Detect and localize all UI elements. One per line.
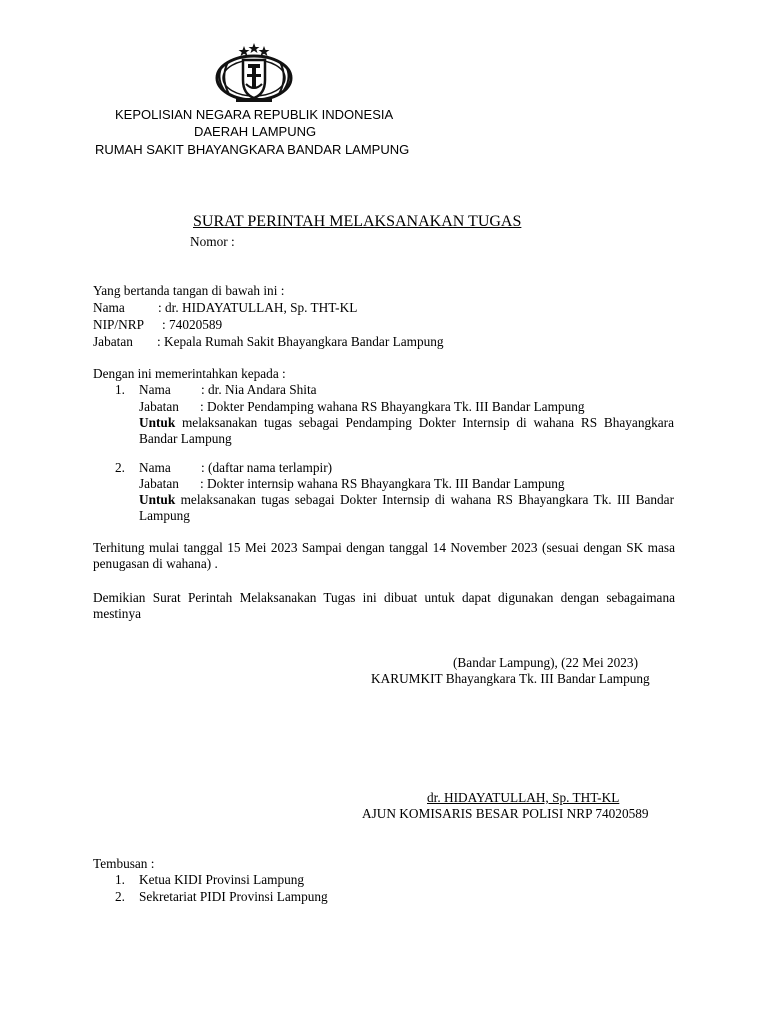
signer-name: dr. HIDAYATULLAH, Sp. THT-KL [427, 790, 620, 805]
signer-name-label: Nama [93, 300, 125, 315]
untuk-label: Untuk [139, 415, 176, 430]
document-number: Nomor : [190, 234, 235, 249]
order-jabatan-label: Jabatan [139, 476, 179, 491]
order-jabatan-label: Jabatan [139, 399, 179, 414]
order-jabatan-value: : Dokter internsip wahana RS Bhayangkara Tk. III Bandar Lampung [200, 476, 565, 491]
cc-number: 1. [115, 872, 125, 887]
police-emblem-logo [212, 42, 296, 104]
header-line-2: DAERAH LAMPUNG [194, 124, 317, 139]
signer-jabatan-value: : Kepala Rumah Sakit Bhayangkara Bandar Lampung [157, 334, 444, 349]
header-line-1: KEPOLISIAN NEGARA REPUBLIK INDONESIA [115, 107, 394, 122]
place-date: (Bandar Lampung), (22 Mei 2023) [453, 655, 639, 670]
closing-paragraph: Demikian Surat Perintah Melaksanakan Tugas ini dibuat untuk dapat digunakan dengan sebagaimana mestinya [93, 590, 675, 621]
period-paragraph: Terhitung mulai tanggal 15 Mei 2023 Sampai dengan tanggal 14 November 2023 (sesuai dengan SK masa penugasan di wahana) . [93, 540, 675, 571]
cc-label: Tembusan : [93, 856, 155, 871]
order-jabatan-value: : Dokter Pendamping wahana RS Bhayangkara Tk. III Bandar Lampung [200, 399, 585, 414]
cc-number: 2. [115, 889, 125, 904]
order-number: 1. [115, 382, 125, 397]
order-task-text: melaksanakan tugas sebagai Pendamping Dokter Internsip di wahana RS Bhayangkara Bandar Lampung [139, 415, 674, 446]
cc-item: Sekretariat PIDI Provinsi Lampung [139, 889, 328, 904]
header-line-3: RUMAH SAKIT BHAYANGKARA BANDAR LAMPUNG [95, 142, 410, 157]
document-title: SURAT PERINTAH MELAKSANAKAN TUGAS [193, 213, 522, 230]
order-task-text: melaksanakan tugas sebagai Dokter Internsip di wahana RS Bhayangkara Tk. III Bandar Lampung [139, 492, 674, 523]
intro-text: Yang bertanda tangan di bawah ini : [93, 283, 285, 298]
order-task [139, 492, 674, 524]
signer-nip-label: NIP/NRP [93, 317, 144, 332]
order-name-value: : (daftar nama terlampir) [201, 460, 333, 475]
signer-name-value: : dr. HIDAYATULLAH, Sp. THT-KL [158, 300, 358, 315]
signer-jabatan-label: Jabatan [93, 334, 133, 349]
order-intro: Dengan ini memerintahkan kepada : [93, 366, 286, 381]
order-name-value: : dr. Nia Andara Shita [201, 382, 317, 397]
signer-rank: AJUN KOMISARIS BESAR POLISI NRP 74020589 [362, 806, 649, 821]
signer-nip-value: : 74020589 [162, 317, 223, 332]
signer-position: KARUMKIT Bhayangkara Tk. III Bandar Lampung [371, 671, 650, 686]
order-task [139, 415, 674, 447]
untuk-label: Untuk [139, 492, 176, 507]
order-name-label: Nama [139, 382, 171, 397]
cc-item: Ketua KIDI Provinsi Lampung [139, 872, 305, 887]
order-name-label: Nama [139, 460, 171, 475]
order-number: 2. [115, 460, 125, 475]
